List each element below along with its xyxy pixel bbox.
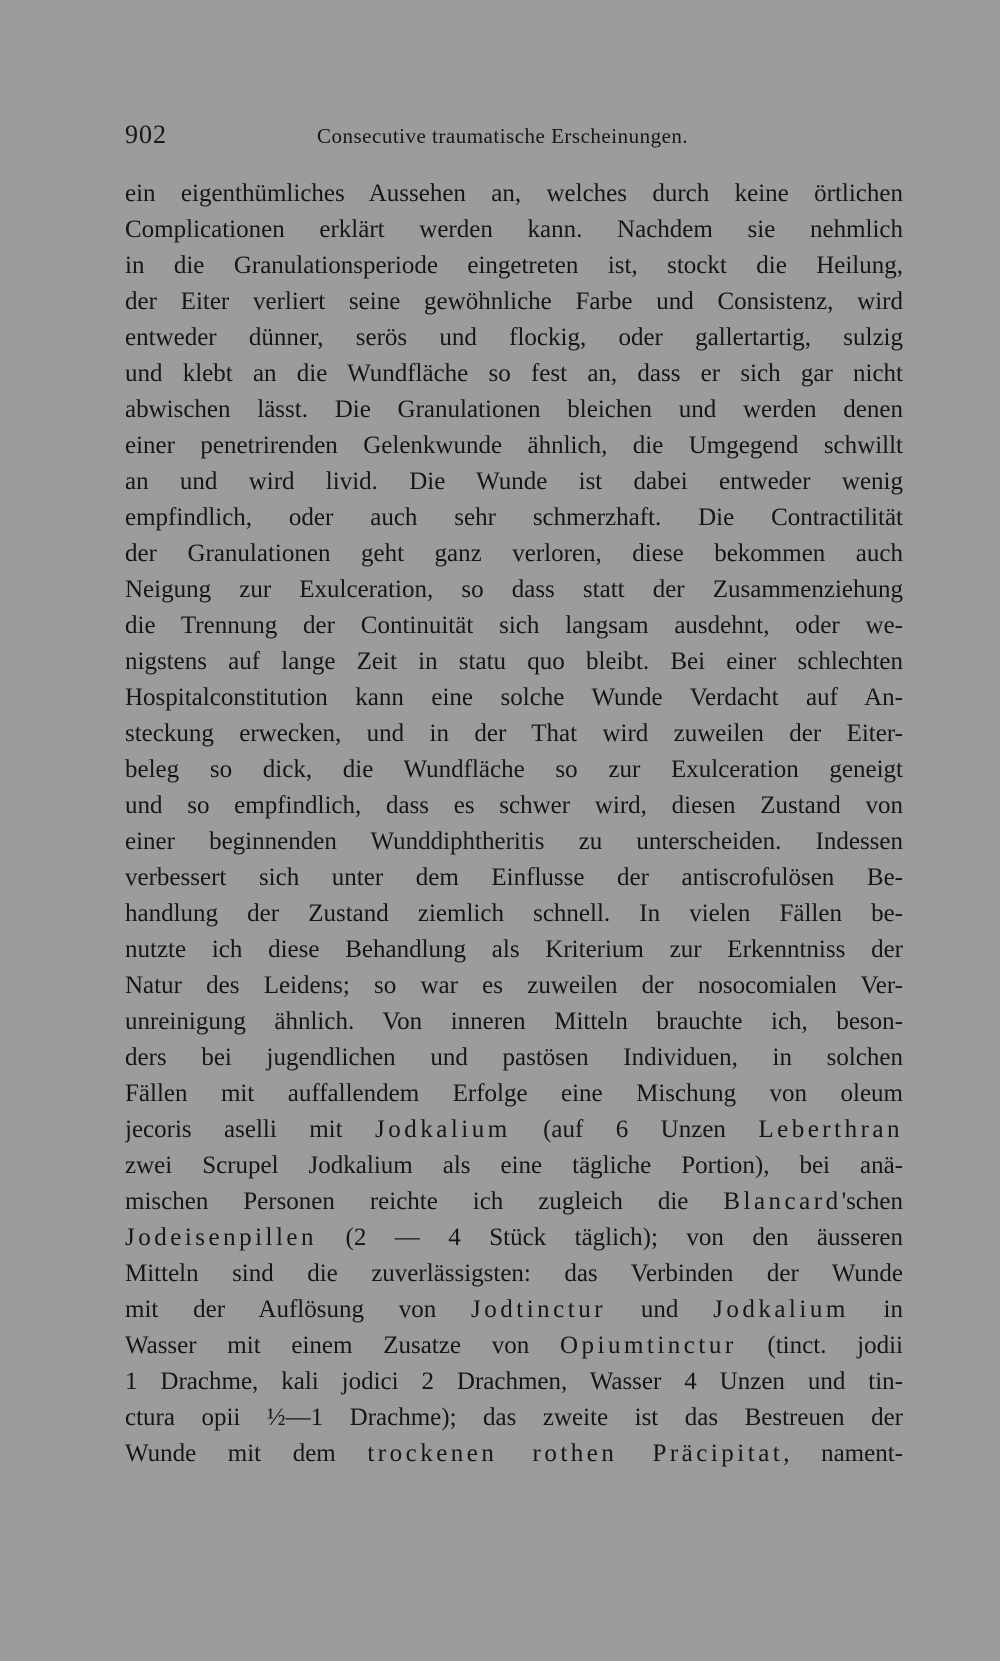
text-line: und so empfindlich, dass es schwer wird, diesen Zustand von — [125, 792, 903, 819]
text-run: in — [848, 1296, 903, 1323]
text-line: an und wird livid. Die Wunde ist dabei entweder wenig — [125, 468, 903, 495]
text-line — [125, 1292, 903, 1328]
text-run: 'schen — [841, 1188, 903, 1215]
text-line: abwischen lässt. Die Granulationen bleichen und werden denen — [125, 396, 903, 423]
spaced-term: Jodtinctur — [471, 1296, 607, 1323]
spaced-term: trockenen rothen Präcipitat — [367, 1440, 784, 1467]
spaced-term: Jodkalium — [375, 1116, 511, 1143]
text-line: der Granulationen geht ganz verloren, diese bekommen auch — [125, 540, 903, 567]
page-number: 902 — [125, 120, 167, 149]
text-line: entweder dünner, serös und flockig, oder gallertartig, sulzig — [125, 324, 903, 351]
spaced-term: Jodeisenpillen — [125, 1224, 318, 1251]
text-run: jecoris aselli mit — [125, 1116, 375, 1143]
text-line — [125, 1400, 903, 1436]
text-line — [125, 1364, 903, 1400]
text-line: steckung erwecken, und in der That wird zuweilen der Eiter- — [125, 720, 903, 747]
text-run: zwei Scrupel Jodkalium als eine tägliche Portion), bei anä- — [125, 1152, 903, 1179]
text-line — [125, 1184, 903, 1220]
text-line: ders bei jugendlichen und pastösen Individuen, in solchen — [125, 1044, 903, 1071]
page-header — [125, 120, 900, 160]
running-title: Consecutive traumatische Erscheinungen. — [317, 124, 689, 148]
text-line: ein eigenthümliches Aussehen an, welches durch keine örtlichen — [125, 180, 903, 207]
text-run: Mitteln sind die zuverlässigsten: das Verbinden der Wunde — [125, 1260, 903, 1287]
text-line: einer beginnenden Wunddiphtheritis zu unterscheiden. Indessen — [125, 828, 903, 855]
text-run: ctura opii ½—1 Drachme); das zweite ist das Bestreuen der — [125, 1404, 903, 1431]
text-line: die Trennung der Continuität sich langsam ausdehnt, oder we- — [125, 612, 903, 639]
body-text — [125, 176, 903, 1472]
spaced-term: Jodkalium — [713, 1296, 849, 1323]
text-line: Complicationen erklärt werden kann. Nachdem sie nehmlich — [125, 216, 903, 243]
text-line: Hospitalconstitution kann eine solche Wunde Verdacht auf An- — [125, 684, 903, 711]
text-run: Wunde mit dem — [125, 1440, 368, 1467]
text-line — [125, 1328, 903, 1364]
text-line: in die Granulationsperiode eingetreten ist, stockt die Heilung, — [125, 252, 903, 279]
text-line — [125, 1220, 903, 1256]
text-run: 1 Drachme, kali jodici 2 Drachmen, Wasser 4 Unzen und tin- — [125, 1368, 903, 1395]
text-line: empfindlich, oder auch sehr schmerzhaft. Die Contractilität — [125, 504, 903, 531]
text-run: und — [606, 1296, 714, 1323]
text-line: Natur des Leidens; so war es zuweilen der nosocomialen Ver- — [125, 972, 903, 999]
text-line: verbessert sich unter dem Einflusse der antiscrofulösen Be- — [125, 864, 903, 891]
text-run: (tinct. jodii — [736, 1332, 903, 1359]
text-line: unreinigung ähnlich. Von inneren Mitteln brauchte ich, beson- — [125, 1008, 903, 1035]
text-line — [125, 1436, 903, 1472]
text-run: Wasser mit einem Zusatze von — [125, 1332, 560, 1359]
text-line: Neigung zur Exulceration, so dass statt der Zusammenziehung — [125, 576, 903, 603]
text-line: nutzte ich diese Behandlung als Kriterium zur Erkenntniss der — [125, 936, 903, 963]
text-line — [125, 1148, 903, 1184]
text-line: beleg so dick, die Wundfläche so zur Exulceration geneigt — [125, 756, 903, 783]
text-line: handlung der Zustand ziemlich schnell. In vielen Fällen be- — [125, 900, 903, 927]
text-line — [125, 1256, 903, 1292]
spaced-term: Leberthran — [758, 1116, 903, 1143]
text-line: Fällen mit auffallendem Erfolge eine Mischung von oleum — [125, 1080, 903, 1107]
text-line — [125, 1112, 903, 1148]
text-line: nigstens auf lange Zeit in statu quo bleibt. Bei einer schlechten — [125, 648, 903, 675]
text-run: (auf 6 Unzen — [510, 1116, 759, 1143]
text-line: und klebt an die Wundfläche so fest an, dass er sich gar nicht — [125, 360, 903, 387]
spaced-term: Blancard — [723, 1188, 842, 1215]
text-run: (2 — 4 Stück täglich); von den äusseren — [317, 1224, 903, 1251]
text-run: , nament- — [783, 1440, 903, 1467]
text-run: mit der Auflösung von — [125, 1296, 472, 1323]
text-line: einer penetrirenden Gelenkwunde ähnlich, die Umgegend schwillt — [125, 432, 903, 459]
text-run: mischen Personen reichte ich zugleich die — [125, 1188, 724, 1215]
text-line: der Eiter verliert seine gewöhnliche Farbe und Consistenz, wird — [125, 288, 903, 315]
spaced-term: Opiumtinctur — [559, 1332, 737, 1359]
